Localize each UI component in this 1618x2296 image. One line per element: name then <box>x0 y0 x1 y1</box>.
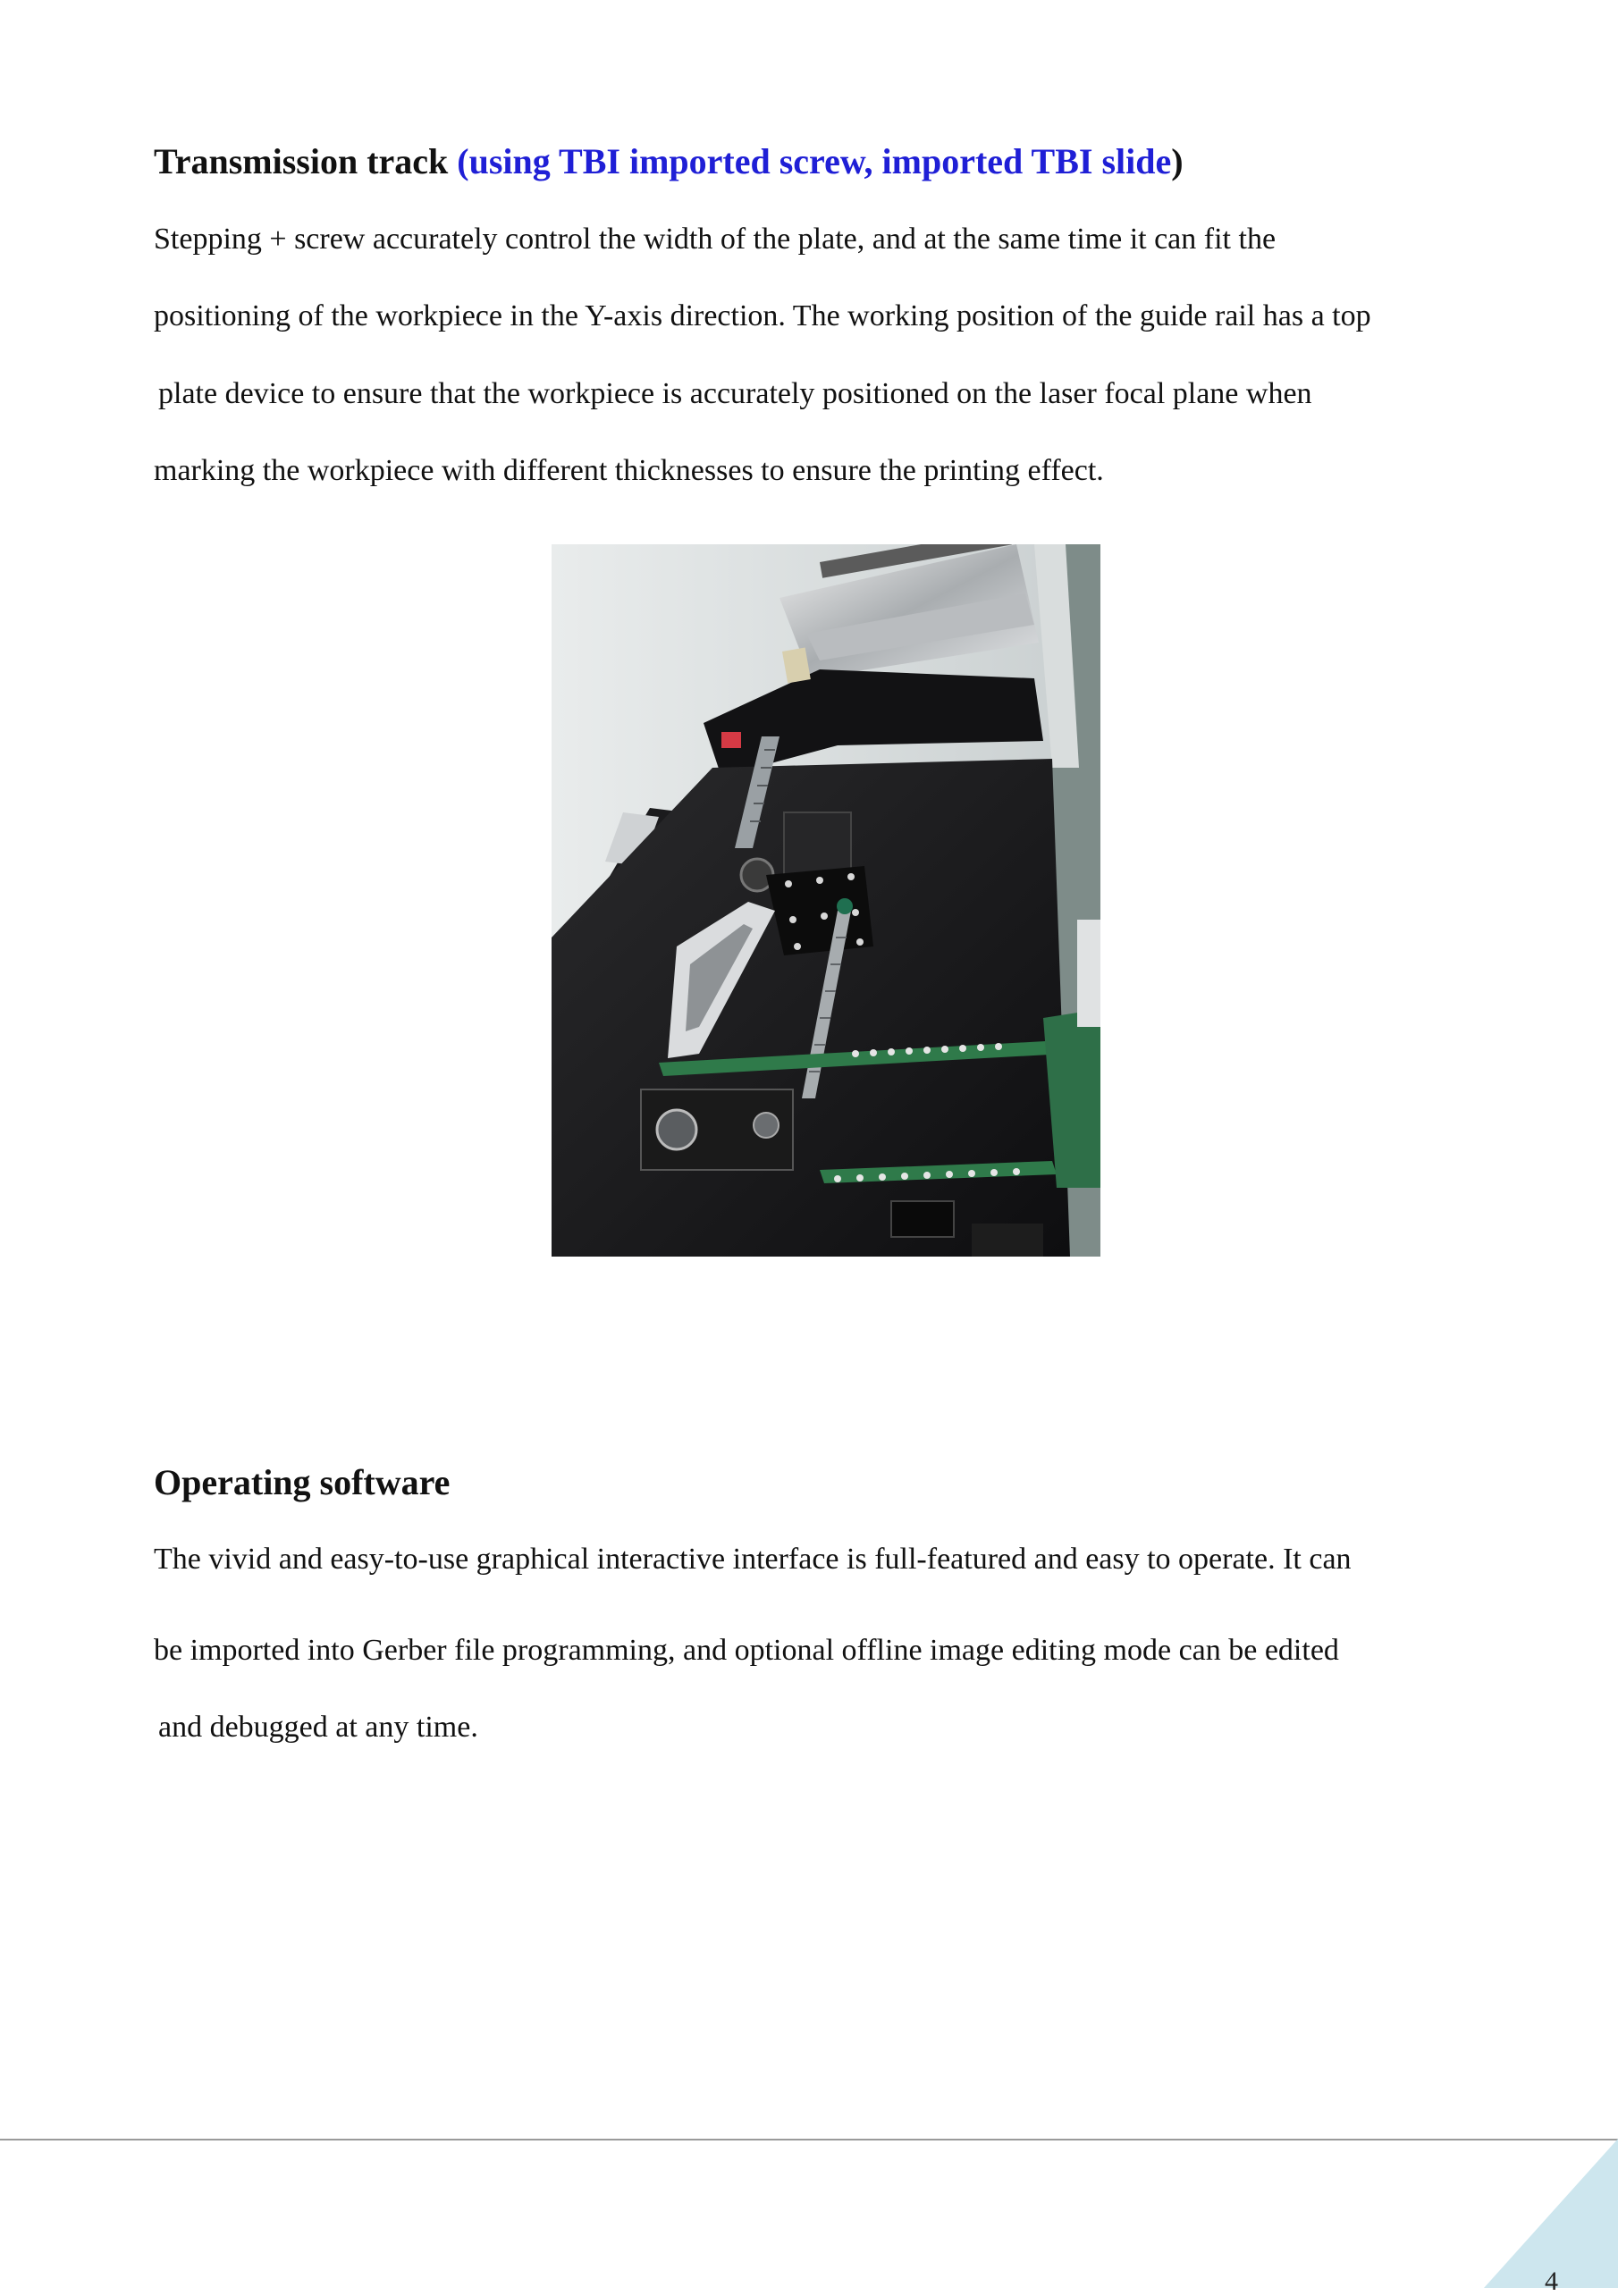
page-number: 4 <box>1545 2267 1558 2296</box>
heading-close-paren: ) <box>1171 141 1184 181</box>
transmission-track-photo <box>552 544 1100 1257</box>
machine-photo-illustration <box>552 544 1100 1257</box>
corner-triangle <box>1484 2139 1618 2288</box>
paragraph-line: The vivid and easy-to-use graphical interactive interface is full-featured and easy to operate. It can <box>154 1543 1352 1576</box>
heading-accent-text: (using TBI imported screw, imported TBI slide <box>457 141 1172 181</box>
section-heading-operating-software: Operating software <box>154 1462 451 1502</box>
paragraph-line: positioning of the workpiece in the Y-axis direction. The working position of the guide rail has a top <box>154 299 1371 332</box>
corner-decoration <box>1484 2139 1618 2288</box>
paragraph-line: marking the workpiece with different thicknesses to ensure the printing effect. <box>154 454 1104 487</box>
paragraph-line: be imported into Gerber file programming, and optional offline image editing mode can be edited <box>154 1634 1339 1667</box>
section-heading-transmission-track <box>154 140 1184 183</box>
footer-divider <box>0 2139 1618 2140</box>
heading-main-text: Transmission track <box>154 141 458 181</box>
paragraph-line: Stepping + screw accurately control the width of the plate, and at the same time it can fit the <box>154 223 1277 256</box>
paragraph-line: plate device to ensure that the workpiece is accurately positioned on the laser focal plane when <box>158 377 1312 410</box>
paragraph-line: and debugged at any time. <box>158 1711 478 1744</box>
